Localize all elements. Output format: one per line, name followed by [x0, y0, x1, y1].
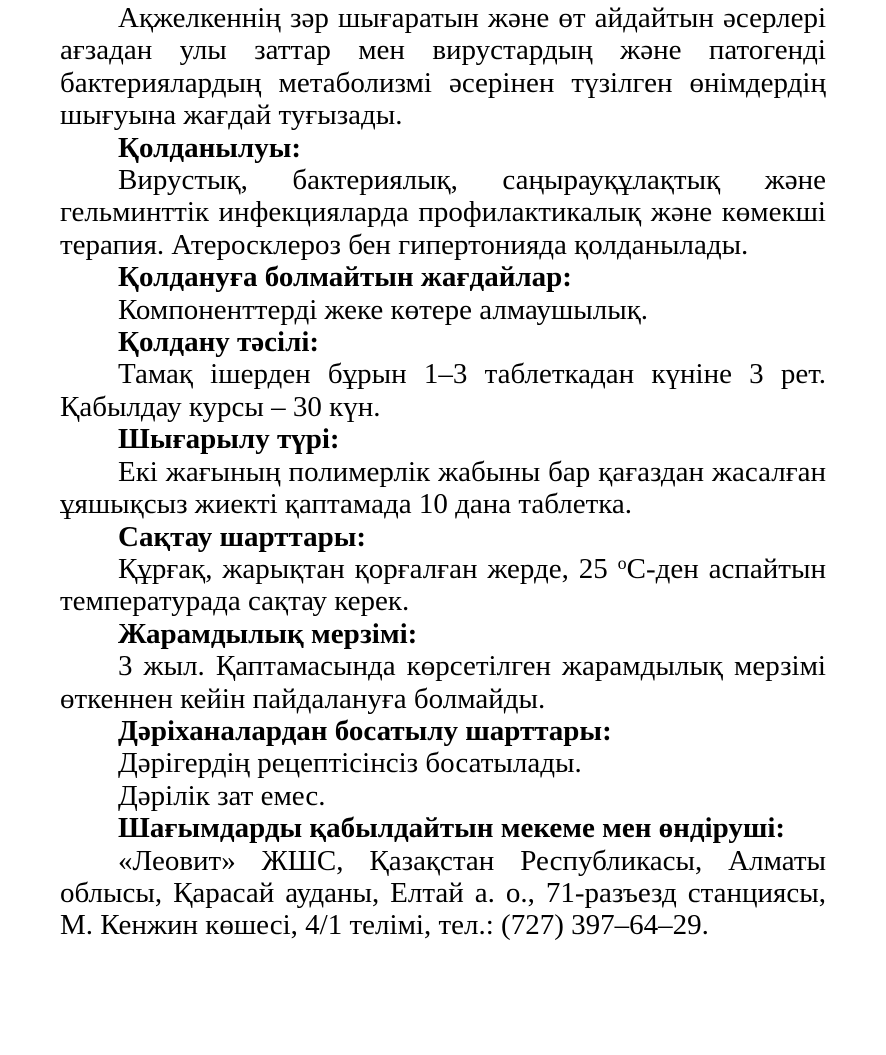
heading-release-form: Шығарылу түрі: [118, 423, 340, 456]
intro-paragraph: Ақжелкеннің зәр шығаратын және өт айдайтын әсерлері ағзадан улы заттар мен вирустардың және патогенді бактериялардың метаболизмі әсерінен түзілген өнімдердің шығуына жағдай туғызады. [60, 2, 826, 132]
document-page [60, 2, 826, 942]
storage-text-after: С-ден аспайтын температурада сақтау керек. [60, 552, 826, 618]
heading-contraindications: Қолдануға болмайтын жағдайлар: [118, 261, 572, 294]
release-form-paragraph: Екі жағының полимерлік жабыны бар қағаздан жасалған ұяшықсыз жиекті қаптамада 10 дана таблетка. [60, 455, 826, 521]
degree-sign: о [617, 552, 627, 573]
usage-paragraph: Вирустық, бактериялық, саңырауқұлақтық және гельминттік инфекцияларда профилактикалық және көмекші терапия. Атеросклероз бен гипертонияда қолданылады. [60, 164, 826, 261]
dosage-paragraph: Тамақ ішерден бұрын 1–3 таблеткадан күніне 3 рет. Қабылдау курсы – 30 күн. [60, 358, 826, 423]
heading-manufacturer: Шағымдарды қабылдайтын мекеме мен өндіруші: [118, 812, 786, 845]
dispensing-paragraph-1: Дәрігердің рецептісінсіз босатылады. [118, 747, 582, 780]
storage-text-before: Құрғақ, жарықтан қорғалған жерде, 25 [118, 552, 618, 585]
shelf-life-paragraph: 3 жыл. Қаптамасында көрсетілген жарамдылық мерзімі өткеннен кейін пайдалануға болмайды. [60, 650, 826, 715]
contraindications-paragraph: Компоненттерді жеке көтере алмаушылық. [118, 293, 649, 326]
heading-usage: Қолданылуы: [118, 131, 302, 164]
heading-storage: Сақтау шарттары: [118, 520, 367, 553]
heading-dispensing: Дәріханалардан босатылу шарттары: [118, 714, 612, 747]
manufacturer-paragraph: «Леовит» ЖШС, Қазақстан Республикасы, Алматы облысы, Қарасай ауданы, Елтай а. о., 71-разъезд станциясы, М. Кенжин көшесі, 4/1 телімі, тел.: (727) 397–64–29. [60, 844, 826, 942]
storage-paragraph [60, 553, 826, 618]
heading-shelf-life: Жарамдылық мерзімі: [118, 617, 418, 650]
dispensing-paragraph-2: Дәрілік зат емес. [118, 779, 326, 812]
heading-dosage: Қолдану тәсілі: [118, 326, 320, 359]
